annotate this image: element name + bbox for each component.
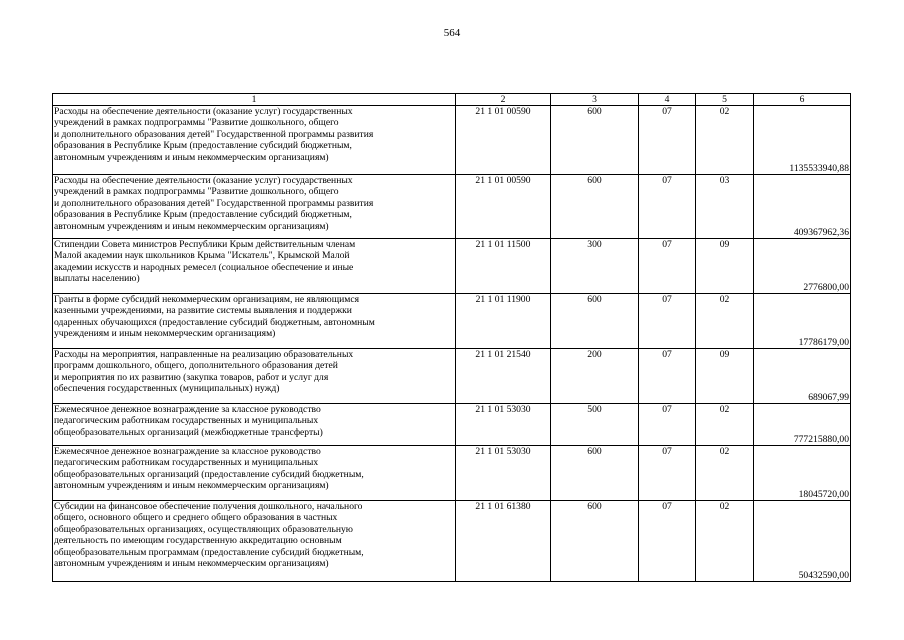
budget-table [52,93,851,582]
row-amount: 18045720,00 [754,446,851,501]
row-section: 07 [639,106,696,175]
row-expense-type: 600 [551,175,639,239]
row-expense-type: 600 [551,294,639,349]
row-amount: 689067,99 [754,349,851,404]
row-section: 07 [639,175,696,239]
row-code: 21 1 01 00590 [456,106,551,175]
row-description: Ежемесячное денежное вознаграждение за классное руководство педагогическим работникам государственных и муниципальных общеобразовательных организаций (межбюджетные трансферты) [53,404,456,446]
row-code: 21 1 01 11500 [456,239,551,294]
table-header-row [53,94,851,106]
row-amount: 2776800,00 [754,239,851,294]
row-expense-type: 500 [551,404,639,446]
row-description: Стипендии Совета министров Республики Крым действительным членам Малой академии наук школьников Крыма "Искатель", Крымской Малой академии искусств и народных ремесел (социальное обеспечение и иные выплаты населению) [53,239,456,294]
row-code: 21 1 01 00590 [456,175,551,239]
row-code: 21 1 01 21540 [456,349,551,404]
page-number: 564 [443,27,461,39]
table-row [53,175,851,239]
row-description: Расходы на мероприятия, направленные на реализацию образовательных программ дошкольного, общего, дополнительного образования детей и мероприятия по их развитию (закупка товаров, работ и услуг для обеспечения государственных (муниципальных) нужд) [53,349,456,404]
row-code: 21 1 01 11900 [456,294,551,349]
table-row [53,294,851,349]
column-header: 2 [456,94,551,106]
row-description: Гранты в форме субсидий некоммерческим организациям, не являющимся казенными учреждениями, на развитие системы выявления и поддержки одаренных обучающихся (предоставление субсидий бюджетным, автономным учреждениям и иным некоммерческим организациям) [53,294,456,349]
row-description: Расходы на обеспечение деятельности (оказание услуг) государственных учреждений в рамках подпрограммы "Развитие дошкольного, общего и дополнительного образования детей" Государственной программы развития образования в Республике Крым (предоставление субсидий бюджетным, автономным учреждениям и иным некоммерческим организациям) [53,106,456,175]
row-section: 07 [639,294,696,349]
row-description: Расходы на обеспечение деятельности (оказание услуг) государственных учреждений в рамках подпрограммы "Развитие дошкольного, общего и дополнительного образования детей" Государственной программы развития образования в Республике Крым (предоставление субсидий бюджетным, автономным учреждениям и иным некоммерческим организациям) [53,175,456,239]
row-subsection: 03 [696,175,754,239]
row-expense-type: 600 [551,501,639,582]
row-subsection: 02 [696,404,754,446]
row-expense-type: 600 [551,106,639,175]
column-header: 5 [696,94,754,106]
row-code: 21 1 01 61380 [456,501,551,582]
table-row [53,404,851,446]
row-section: 07 [639,446,696,501]
table-row [53,106,851,175]
row-expense-type: 200 [551,349,639,404]
row-subsection: 09 [696,239,754,294]
column-header: 1 [53,94,456,106]
row-code: 21 1 01 53030 [456,446,551,501]
row-expense-type: 300 [551,239,639,294]
row-subsection: 02 [696,446,754,501]
row-section: 07 [639,404,696,446]
row-amount: 50432590,00 [754,501,851,582]
row-code: 21 1 01 53030 [456,404,551,446]
column-header: 4 [639,94,696,106]
row-subsection: 02 [696,106,754,175]
row-amount: 1135533940,88 [754,106,851,175]
row-amount: 17786179,00 [754,294,851,349]
table-row [53,349,851,404]
row-description: Субсидии на финансовое обеспечение получения дошкольного, начального общего, основного общего и среднего общего образования в частных общеобразовательных организациях, осуществляющих образовательную деятельность по имеющим государственную аккредитацию основным общеобразовательным программам (предоставление субсидий бюджетным, автономным учреждениям и иным некоммерческим организациям) [53,501,456,582]
row-amount: 777215880,00 [754,404,851,446]
row-section: 07 [639,501,696,582]
table-row [53,501,851,582]
row-expense-type: 600 [551,446,639,501]
row-subsection: 02 [696,501,754,582]
table-row [53,239,851,294]
row-section: 07 [639,349,696,404]
row-section: 07 [639,239,696,294]
table-row [53,446,851,501]
row-subsection: 09 [696,349,754,404]
row-description: Ежемесячное денежное вознаграждение за классное руководство педагогическим работникам государственных и муниципальных общеобразовательных организаций (предоставление субсидий бюджетным, автономным учреждениям и иным некоммерческим организациям) [53,446,456,501]
row-subsection: 02 [696,294,754,349]
row-amount: 409367962,36 [754,175,851,239]
column-header: 3 [551,94,639,106]
column-header: 6 [754,94,851,106]
